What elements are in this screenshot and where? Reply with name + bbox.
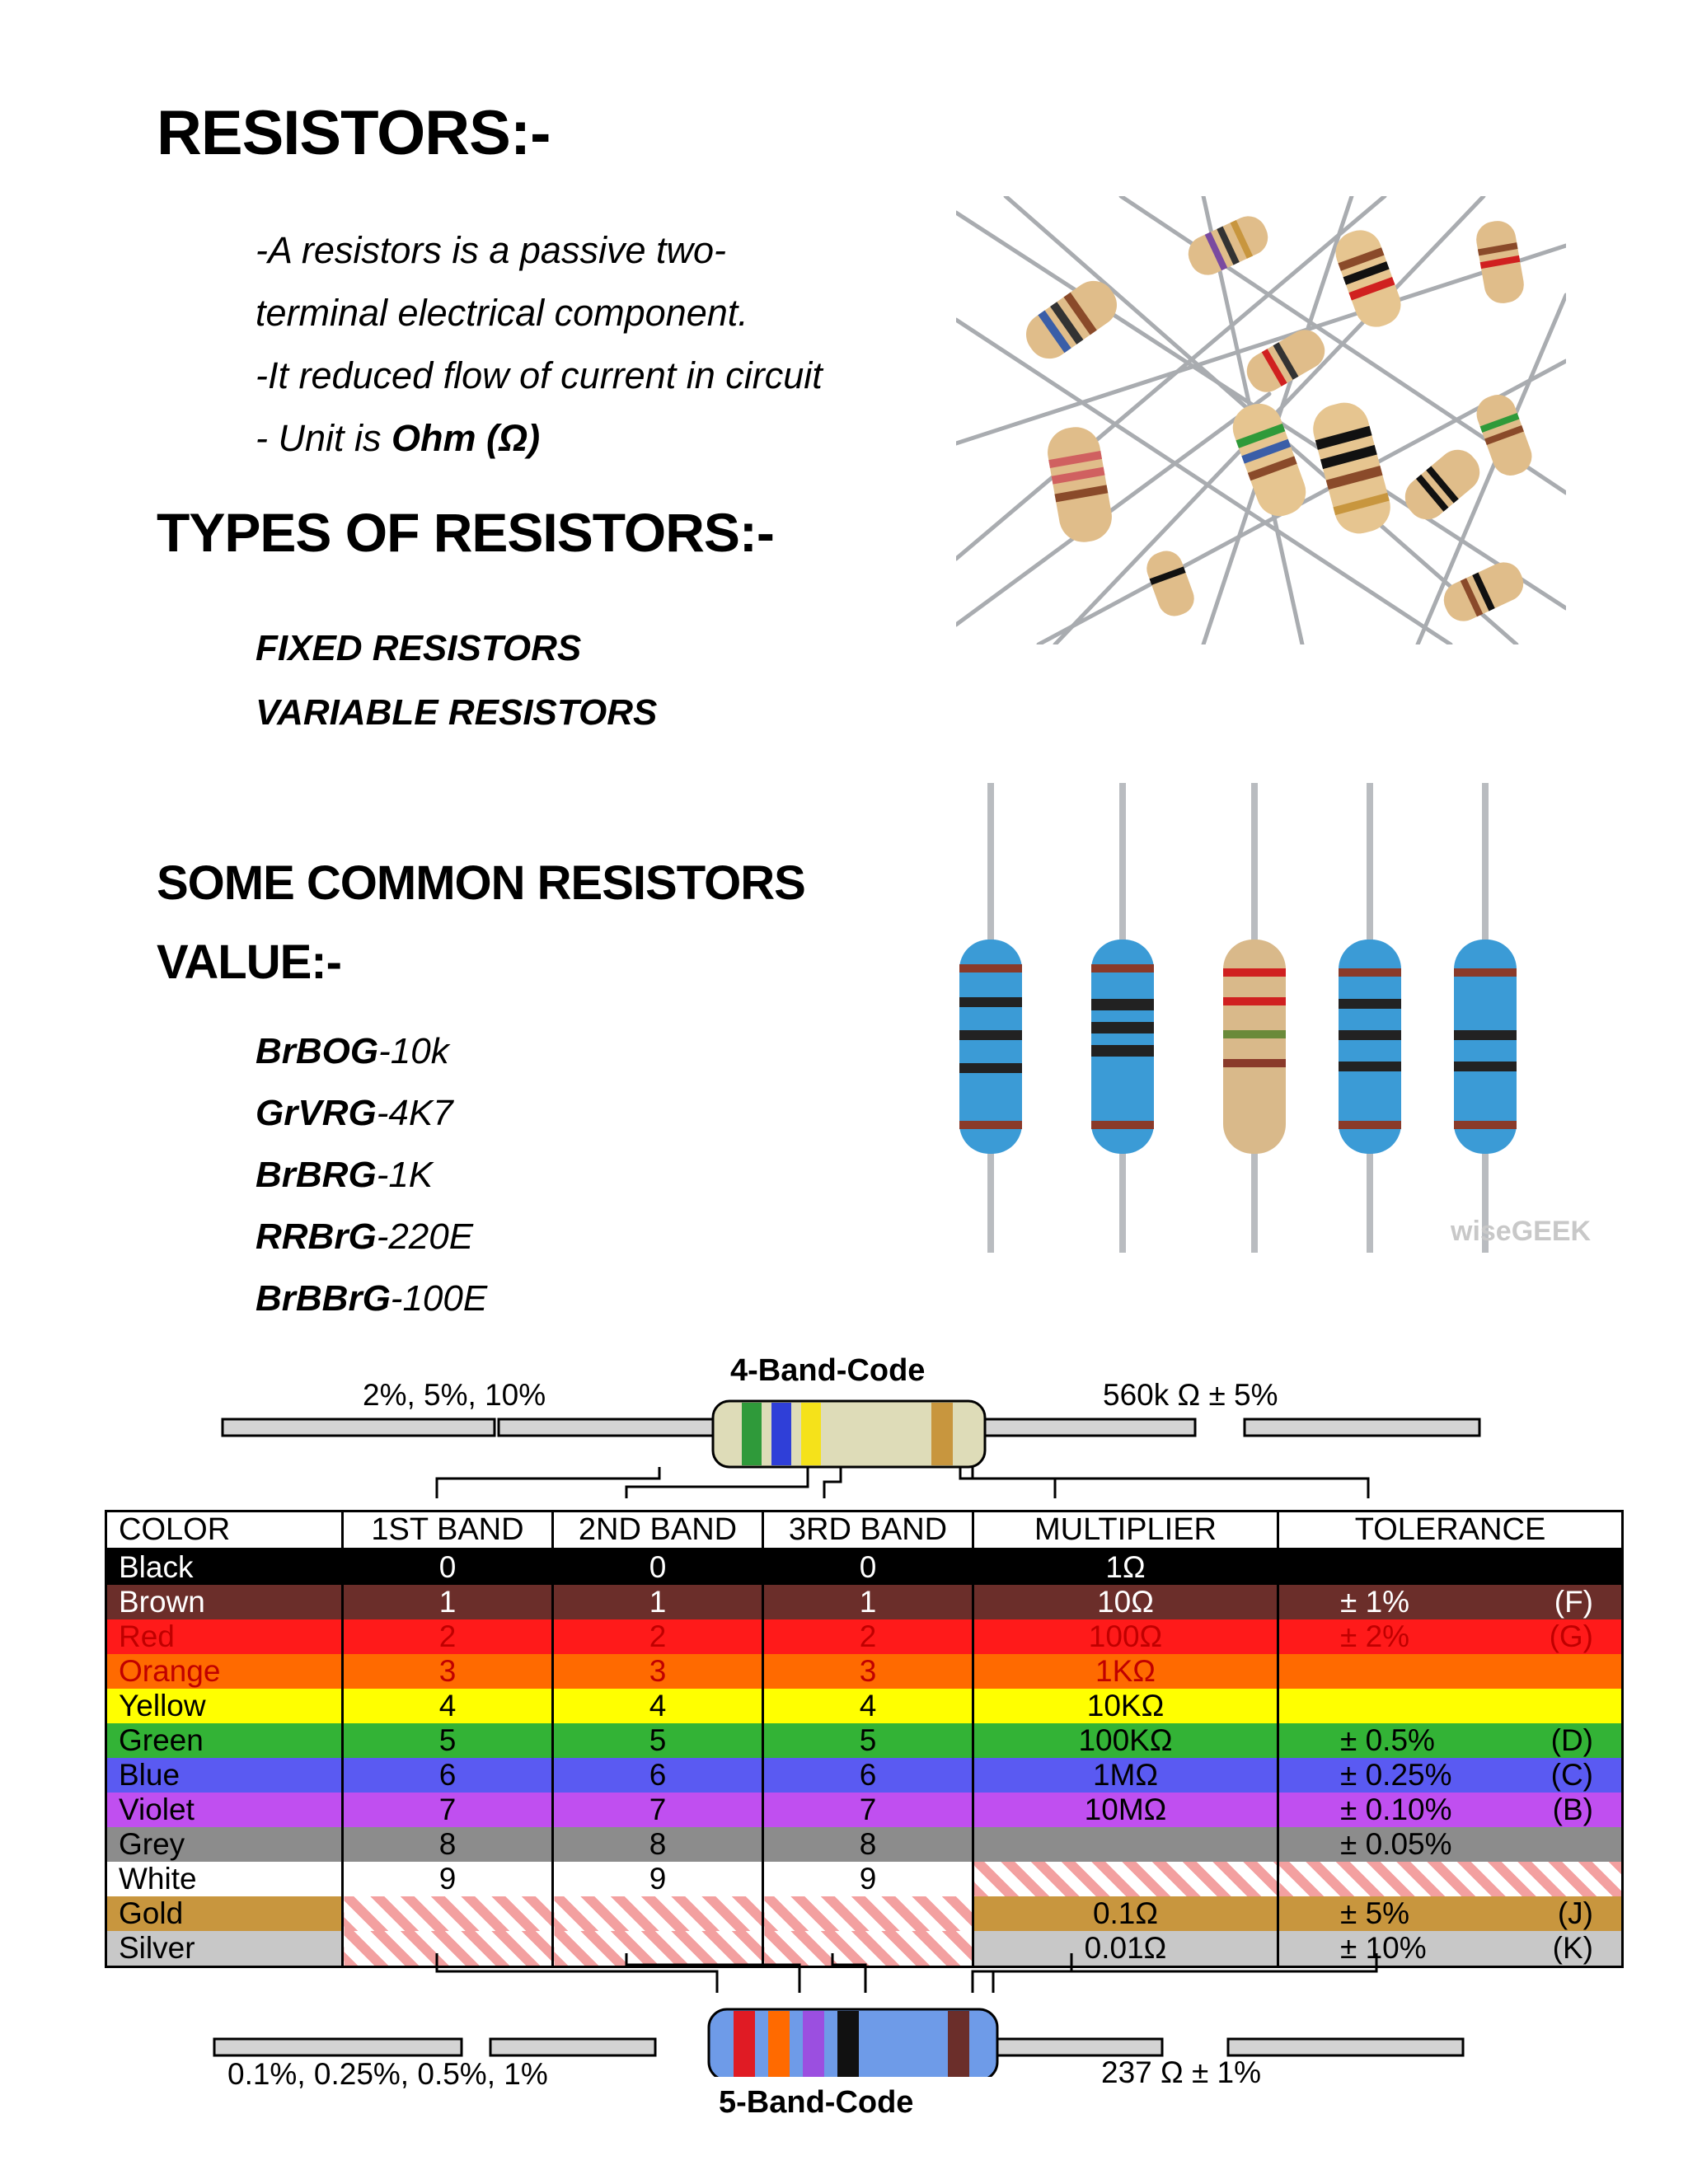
tolerance-code: (B)	[1552, 1793, 1593, 1826]
color-band	[768, 2011, 790, 2077]
cell-band-3: 8	[763, 1827, 973, 1862]
cell-band-2: 8	[553, 1827, 763, 1862]
five-band-title: 5-Band-Code	[719, 2085, 914, 2120]
common-value-item: RRBrG-220E	[256, 1216, 474, 1257]
five-resistors-photo	[940, 783, 1599, 1253]
cell-band-1	[343, 1896, 553, 1931]
cell-band-3: 6	[763, 1758, 973, 1793]
cell-color: Blue	[106, 1758, 343, 1793]
cell-band-3: 5	[763, 1723, 973, 1758]
color-band	[801, 1403, 821, 1465]
cell-multiplier: 0.01Ω	[973, 1931, 1278, 1967]
cell-tolerance	[1278, 1793, 1623, 1827]
color-band	[734, 2011, 755, 2077]
cell-band-1: 5	[343, 1723, 553, 1758]
five-band-right-label: 237 Ω ± 1%	[1101, 2055, 1262, 2089]
table-row	[106, 1549, 1623, 1586]
cell-band-1: 8	[343, 1827, 553, 1862]
intro-line-3: -It reduced flow of current in circuit	[256, 354, 823, 396]
table-row	[106, 1654, 1623, 1689]
cell-band-1: 2	[343, 1619, 553, 1654]
tolerance-code: (D)	[1550, 1723, 1593, 1757]
cell-band-3: 0	[763, 1549, 973, 1586]
cell-band-3: 9	[763, 1862, 973, 1896]
cell-band-1: 9	[343, 1862, 553, 1896]
tolerance-value: ± 1%	[1340, 1585, 1410, 1619]
cell-tolerance	[1278, 1896, 1623, 1931]
cell-band-3: 7	[763, 1793, 973, 1827]
tolerance-code: (F)	[1554, 1585, 1593, 1619]
cell-multiplier: 10MΩ	[973, 1793, 1278, 1827]
header-band-3: 3RD BAND	[763, 1511, 973, 1549]
cell-tolerance	[1278, 1654, 1623, 1689]
cell-color: Brown	[106, 1585, 343, 1619]
color-band	[742, 1403, 762, 1465]
resistor-pile-photo	[956, 196, 1566, 644]
tolerance-value: ± 0.05%	[1340, 1827, 1452, 1861]
cell-band-2: 3	[553, 1654, 763, 1689]
tolerance-code: (G)	[1549, 1619, 1593, 1653]
four-band-title: 4-Band-Code	[730, 1353, 926, 1388]
cell-multiplier: 1MΩ	[973, 1758, 1278, 1793]
intro-text	[256, 219, 823, 470]
tolerance-value: ± 5%	[1340, 1896, 1410, 1930]
table-header-row	[106, 1511, 1623, 1549]
cell-multiplier	[973, 1827, 1278, 1862]
tolerance-value: ± 2%	[1340, 1619, 1410, 1653]
cell-color: Silver	[106, 1931, 343, 1967]
common-values-heading: SOME COMMON RESISTORS VALUE:-	[157, 856, 805, 989]
table-row	[106, 1758, 1623, 1793]
cell-tolerance	[1278, 1758, 1623, 1793]
common-value-item: BrBBrG-100E	[256, 1278, 488, 1319]
cell-band-2: 4	[553, 1689, 763, 1723]
table-row	[106, 1827, 1623, 1862]
cell-band-3: 4	[763, 1689, 973, 1723]
cell-band-2: 0	[553, 1549, 763, 1586]
common-value-item: BrBOG-10k	[256, 1031, 449, 1071]
cell-band-1: 0	[343, 1549, 553, 1586]
unit-ohm: Ohm (Ω)	[392, 417, 541, 459]
cell-tolerance	[1278, 1827, 1623, 1862]
cell-multiplier	[973, 1862, 1278, 1896]
color-band	[948, 2011, 969, 2077]
common-value-item: BrBRG-1K	[256, 1155, 434, 1195]
cell-band-1: 4	[343, 1689, 553, 1723]
cell-color: Green	[106, 1723, 343, 1758]
cell-band-2: 6	[553, 1758, 763, 1793]
header-band-2: 2ND BAND	[553, 1511, 763, 1549]
tolerance-code: (C)	[1550, 1758, 1593, 1792]
table-row	[106, 1689, 1623, 1723]
cell-multiplier: 100Ω	[973, 1619, 1278, 1654]
header-color: COLOR	[106, 1511, 343, 1549]
cell-color: Orange	[106, 1654, 343, 1689]
table-row	[106, 1619, 1623, 1654]
cell-band-2: 9	[553, 1862, 763, 1896]
cell-band-2	[553, 1896, 763, 1931]
cell-band-2: 2	[553, 1619, 763, 1654]
header-tolerance: TOLERANCE	[1278, 1511, 1623, 1549]
cell-band-1: 3	[343, 1654, 553, 1689]
color-band	[803, 2011, 824, 2077]
cell-multiplier: 1Ω	[973, 1549, 1278, 1586]
tolerance-code: (J)	[1557, 1896, 1593, 1930]
color-band	[837, 2011, 859, 2077]
cell-band-1: 1	[343, 1585, 553, 1619]
cell-tolerance	[1278, 1549, 1623, 1586]
type-variable: VARIABLE RESISTORS	[256, 692, 658, 733]
intro-line-4: - Unit is Ohm (Ω)	[256, 417, 541, 459]
tolerance-value: ± 0.5%	[1340, 1723, 1435, 1757]
table-row	[106, 1862, 1623, 1896]
cell-band-1: 7	[343, 1793, 553, 1827]
table-row	[106, 1793, 1623, 1827]
tolerance-value: ± 0.25%	[1340, 1758, 1452, 1792]
color-band	[931, 1403, 953, 1465]
cell-color: Grey	[106, 1827, 343, 1862]
tolerance-value: ± 10%	[1340, 1931, 1427, 1965]
common-value-item: GrVRG-4K7	[256, 1093, 453, 1133]
color-code-table	[105, 1510, 1624, 1968]
type-fixed: FIXED RESISTORS	[256, 628, 582, 668]
tolerance-code: (K)	[1552, 1931, 1593, 1965]
cell-tolerance	[1278, 1689, 1623, 1723]
color-band	[771, 1403, 791, 1465]
cell-color: Violet	[106, 1793, 343, 1827]
cell-band-1: 6	[343, 1758, 553, 1793]
types-list	[256, 616, 657, 745]
cell-color: Yellow	[106, 1689, 343, 1723]
cell-tolerance	[1278, 1585, 1623, 1619]
cell-color: Red	[106, 1619, 343, 1654]
cell-color: Black	[106, 1549, 343, 1586]
cell-band-3: 1	[763, 1585, 973, 1619]
four-band-diagram	[214, 1393, 1484, 1511]
cell-tolerance	[1278, 1619, 1623, 1654]
four-band-left-label: 2%, 5%, 10%	[363, 1378, 546, 1412]
cell-band-3: 2	[763, 1619, 973, 1654]
cell-multiplier: 10Ω	[973, 1585, 1278, 1619]
table-row	[106, 1585, 1623, 1619]
page-title: RESISTORS:-	[157, 98, 551, 168]
header-multiplier: MULTIPLIER	[973, 1511, 1278, 1549]
cell-tolerance	[1278, 1862, 1623, 1896]
cell-tolerance	[1278, 1723, 1623, 1758]
cell-multiplier: 100KΩ	[973, 1723, 1278, 1758]
cell-band-2: 7	[553, 1793, 763, 1827]
tolerance-value: ± 0.10%	[1340, 1793, 1452, 1826]
cell-multiplier: 10KΩ	[973, 1689, 1278, 1723]
cell-color: Gold	[106, 1896, 343, 1931]
table-row	[106, 1723, 1623, 1758]
cell-band-2: 1	[553, 1585, 763, 1619]
table-row	[106, 1896, 1623, 1931]
common-values-list	[256, 1020, 487, 1329]
cell-multiplier: 1KΩ	[973, 1654, 1278, 1689]
types-heading: TYPES OF RESISTORS:-	[157, 502, 774, 563]
photo-watermark: wiseGEEK	[1451, 1216, 1592, 1247]
four-band-right-label: 560k Ω ± 5%	[1103, 1378, 1278, 1412]
cell-multiplier: 0.1Ω	[973, 1896, 1278, 1931]
cell-band-3: 3	[763, 1654, 973, 1689]
cell-band-2: 5	[553, 1723, 763, 1758]
intro-line-2: terminal electrical component.	[256, 292, 748, 334]
header-band-1: 1ST BAND	[343, 1511, 553, 1549]
cell-band-3	[763, 1896, 973, 1931]
five-band-left-label: 0.1%, 0.25%, 0.5%, 1%	[227, 2057, 548, 2091]
intro-line-1: -A resistors is a passive two-	[256, 229, 726, 271]
cell-color: White	[106, 1862, 343, 1896]
